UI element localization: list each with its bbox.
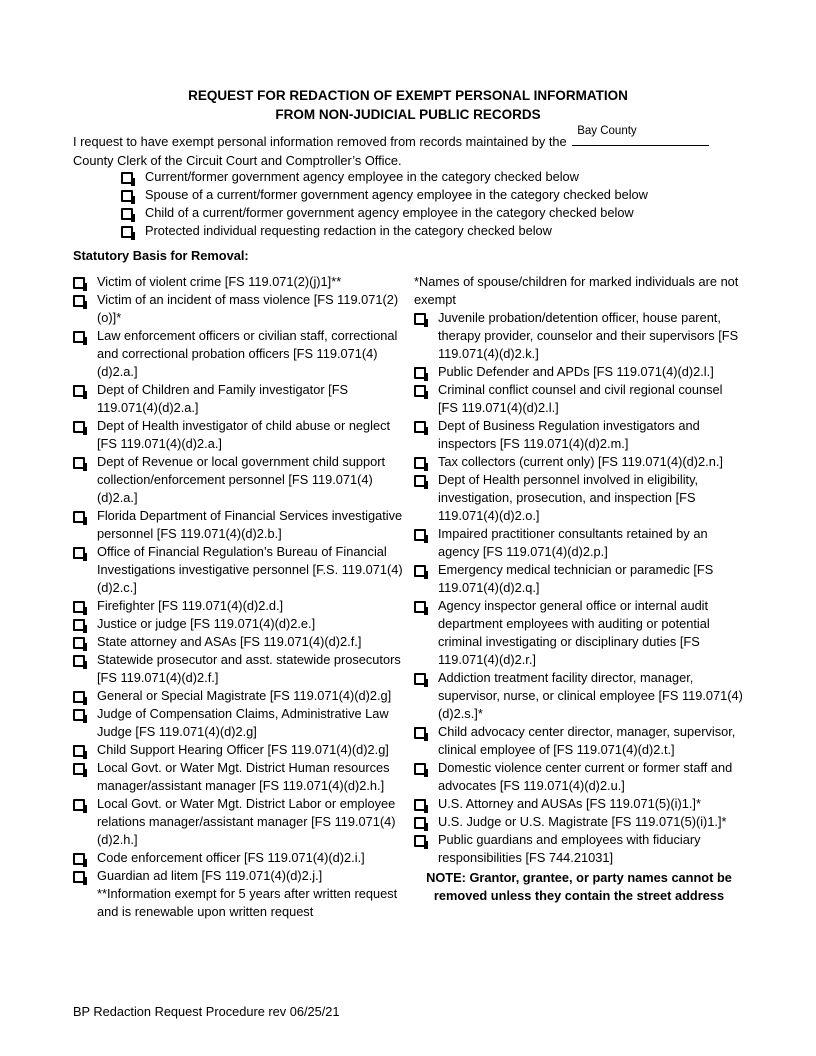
left-footnote: **Information exempt for 5 years after written request and is renewable upon written request — [97, 886, 398, 919]
statute-item — [73, 381, 408, 417]
statute-item — [73, 327, 408, 381]
checkbox[interactable] — [414, 529, 426, 541]
statute-item — [414, 417, 744, 453]
checkbox[interactable] — [73, 871, 85, 883]
statute-item — [414, 525, 744, 561]
statute-label: Justice or judge [FS 119.071(4)(d)2.e.] — [97, 616, 316, 631]
checkbox[interactable] — [73, 709, 85, 721]
statute-item — [414, 309, 744, 363]
checkbox[interactable] — [414, 763, 426, 775]
statute-item — [73, 543, 408, 597]
statute-label: Emergency medical technician or paramedic [FS 119.071(4)(d)2.q.] — [438, 562, 714, 595]
category-item — [121, 168, 741, 186]
statute-label: Public Defender and APDs [FS 119.071(4)(d)2.l.] — [438, 364, 714, 379]
statute-item — [73, 633, 408, 651]
statute-label: Judge of Compensation Claims, Administrative Law Judge [FS 119.071(4)(d)2.g] — [97, 706, 389, 739]
checkbox[interactable] — [73, 745, 85, 757]
statute-item — [73, 615, 408, 633]
checkbox[interactable] — [73, 331, 85, 343]
statute-item — [414, 759, 744, 795]
checkbox[interactable] — [414, 727, 426, 739]
statute-item — [73, 687, 408, 705]
intro-paragraph — [73, 125, 753, 170]
checkbox[interactable] — [121, 208, 133, 220]
statute-label: Addiction treatment facility director, manager, supervisor, nurse, or clinical employee [FS 119.071(4)(d)2.s.]* — [438, 670, 743, 721]
exemption-note: *Names of spouse/children for marked individuals are not exempt — [414, 274, 739, 307]
checkbox[interactable] — [414, 565, 426, 577]
statute-item — [73, 453, 408, 507]
statute-label: U.S. Judge or U.S. Magistrate [FS 119.071(5)(i)1.]* — [438, 814, 727, 829]
statute-item — [73, 705, 408, 741]
statute-item — [73, 273, 408, 291]
statute-item — [73, 741, 408, 759]
statute-item — [414, 471, 744, 525]
checkbox[interactable] — [414, 367, 426, 379]
statute-item — [414, 795, 744, 813]
statute-item — [414, 831, 744, 867]
county-value: Bay County — [577, 125, 637, 137]
statute-item — [414, 561, 744, 597]
category-label: Current/former government agency employee in the category checked below — [145, 169, 579, 184]
statute-item — [414, 363, 744, 381]
statute-item — [414, 597, 744, 669]
footer-text: BP Redaction Request Procedure rev 06/25/21 — [73, 1004, 340, 1019]
left-column — [73, 273, 408, 921]
checkbox[interactable] — [73, 457, 85, 469]
statute-item — [414, 723, 744, 759]
checkbox[interactable] — [414, 601, 426, 613]
right-column — [414, 273, 744, 905]
statute-item — [73, 849, 408, 867]
checkbox[interactable] — [121, 226, 133, 238]
statute-label: Dept of Business Regulation investigators and inspectors [FS 119.071(4)(d)2.m.] — [438, 418, 700, 451]
statute-item — [73, 867, 408, 885]
statute-item — [73, 417, 408, 453]
statute-label: Victim of an incident of mass violence [FS 119.071(2)(o)]* — [97, 292, 399, 325]
statutory-basis-label: Statutory Basis for Removal: — [73, 248, 249, 263]
grantor-note: NOTE: Grantor, grantee, or party names cannot be removed unless they contain the street address — [426, 870, 732, 903]
checkbox[interactable] — [73, 547, 85, 559]
checkbox[interactable] — [73, 691, 85, 703]
checkbox[interactable] — [414, 817, 426, 829]
statute-label: Public guardians and employees with fiduciary responsibilities [FS 744.21031] — [438, 832, 701, 865]
category-label: Protected individual requesting redaction in the category checked below — [145, 223, 552, 238]
statute-label: Domestic violence center current or former staff and advocates [FS 119.071(4)(d)2.u.] — [438, 760, 733, 793]
statute-label: Tax collectors (current only) [FS 119.071(4)(d)2.n.] — [438, 454, 723, 469]
statute-label: Local Govt. or Water Mgt. District Labor or employee relations manager/assistant manager [FS 119.071(4)(d)2.h.] — [97, 796, 396, 847]
statute-label: Dept of Health investigator of child abuse or neglect [FS 119.071(4)(d)2.a.] — [97, 418, 391, 451]
category-item — [121, 204, 741, 222]
checkbox[interactable] — [414, 313, 426, 325]
statute-item — [73, 507, 408, 543]
checkbox[interactable] — [73, 763, 85, 775]
checkbox[interactable] — [73, 637, 85, 649]
statute-label: State attorney and ASAs [FS 119.071(4)(d)2.f.] — [97, 634, 362, 649]
statute-item — [73, 651, 408, 687]
statute-label: Florida Department of Financial Services investigative personnel [FS 119.071(4)(d)2.b.] — [97, 508, 403, 541]
statute-item — [73, 759, 408, 795]
checkbox[interactable] — [414, 475, 426, 487]
checkbox[interactable] — [73, 511, 85, 523]
statute-label: Local Govt. or Water Mgt. District Human resources manager/assistant manager [FS 119.071(4)(d)2.h.] — [97, 760, 390, 793]
statute-label: Firefighter [FS 119.071(4)(d)2.d.] — [97, 598, 284, 613]
checkbox[interactable] — [414, 385, 426, 397]
statute-label: Dept of Health personnel involved in eligibility, investigation, prosecution, and inspection [FS 119.071(4)(d)2.o.] — [438, 472, 699, 523]
page-title-line2: FROM NON-JUDICIAL PUBLIC RECORDS — [275, 107, 541, 122]
statute-label: Office of Financial Regulation’s Bureau of Financial Investigations investigative personnel [F.S. 119.071(4)(d)2.c.] — [97, 544, 403, 595]
statute-item — [414, 381, 744, 417]
statute-label: Victim of violent crime [FS 119.071(2)(j)1]** — [97, 274, 342, 289]
category-item — [121, 186, 741, 204]
statute-label: Guardian ad litem [FS 119.071(4)(d)2.j.] — [97, 868, 323, 883]
category-label: Child of a current/former government agency employee in the category checked below — [145, 205, 634, 220]
category-list — [121, 168, 741, 240]
statute-item — [73, 795, 408, 849]
statute-label: Agency inspector general office or internal audit department employees with auditing or potential criminal investigating or disciplinary duties [FS 119.071(4)(d)2.r.] — [438, 598, 710, 667]
checkbox[interactable] — [73, 655, 85, 667]
checkbox[interactable] — [73, 853, 85, 865]
intro-text-before: I request to have exempt personal information removed from records maintained by the — [73, 134, 567, 149]
statute-label: Criminal conflict counsel and civil regional counsel [FS 119.071(4)(d)2.l.] — [438, 382, 723, 415]
statute-item — [73, 291, 408, 327]
checkbox[interactable] — [73, 619, 85, 631]
statute-item — [414, 669, 744, 723]
category-item — [121, 222, 741, 240]
checkbox[interactable] — [414, 421, 426, 433]
statute-label: General or Special Magistrate [FS 119.071(4)(d)2.g] — [97, 688, 392, 703]
statute-label: Dept of Children and Family investigator [FS 119.071(4)(d)2.a.] — [97, 382, 349, 415]
checkbox[interactable] — [414, 835, 426, 847]
statute-label: Juvenile probation/detention officer, house parent, therapy provider, counselor and their supervisors [FS 119.071(4)(d)2.k.] — [438, 310, 739, 361]
checkbox[interactable] — [414, 673, 426, 685]
checkbox[interactable] — [414, 457, 426, 469]
statute-label: Child advocacy center director, manager, supervisor, clinical employee of [FS 119.071(4)(d)2.t.] — [438, 724, 736, 757]
checkbox[interactable] — [73, 277, 85, 289]
statute-label: Dept of Revenue or local government child support collection/enforcement personnel [FS 119.071(4)(d)2.a.] — [97, 454, 386, 505]
checkbox[interactable] — [73, 421, 85, 433]
intro-text-after: County Clerk of the Circuit Court and Comptroller’s Office. — [73, 153, 402, 168]
statute-label: Child Support Hearing Officer [FS 119.071(4)(d)2.g] — [97, 742, 389, 757]
statute-label: Code enforcement officer [FS 119.071(4)(d)2.i.] — [97, 850, 365, 865]
statute-item — [73, 597, 408, 615]
page-title-line1: REQUEST FOR REDACTION OF EXEMPT PERSONAL INFORMATION — [188, 88, 628, 103]
checkbox[interactable] — [121, 190, 133, 202]
statute-item — [414, 453, 744, 471]
checkbox[interactable] — [414, 799, 426, 811]
checkbox[interactable] — [73, 601, 85, 613]
checkbox[interactable] — [121, 172, 133, 184]
statute-item — [414, 813, 744, 831]
statute-label: Impaired practitioner consultants retained by an agency [FS 119.071(4)(d)2.p.] — [438, 526, 708, 559]
checkbox[interactable] — [73, 799, 85, 811]
category-label: Spouse of a current/former government agency employee in the category checked below — [145, 187, 648, 202]
statute-label: Statewide prosecutor and asst. statewide prosecutors [FS 119.071(4)(d)2.f.] — [97, 652, 401, 685]
statute-label: Law enforcement officers or civilian staff, correctional and correctional probation officers [FS 119.071(4)(d)2.a.] — [97, 328, 398, 379]
checkbox[interactable] — [73, 385, 85, 397]
checkbox[interactable] — [73, 295, 85, 307]
statute-label: U.S. Attorney and AUSAs [FS 119.071(5)(i)1.]* — [438, 796, 701, 811]
county-field[interactable] — [572, 125, 709, 146]
